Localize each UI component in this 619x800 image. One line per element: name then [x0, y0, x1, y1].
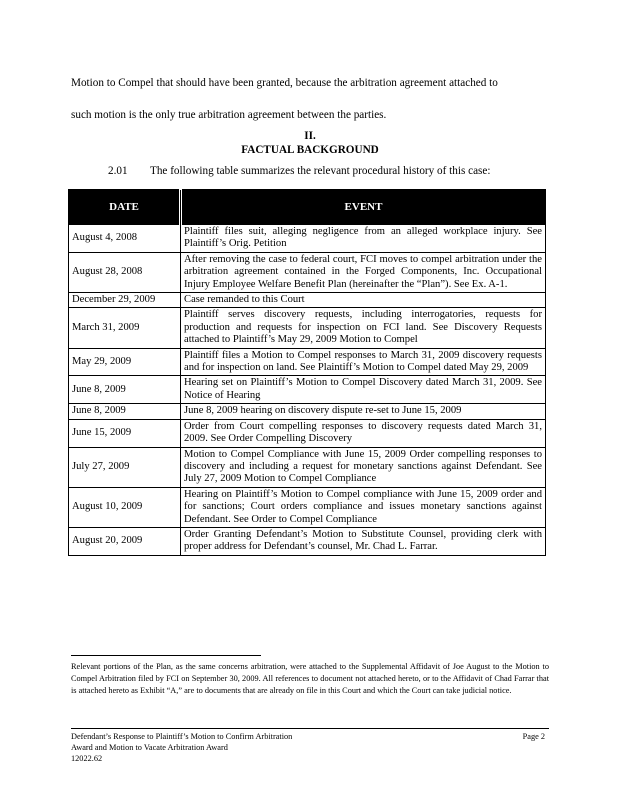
footnote-text: Relevant portions of the Plan, as the same concerns arbitration, were attached to the Supplemental Affidavit of Joe August to the Motion to Compel Arbitration filed by FCI on September 30, 2009. All references to document not attached hereto, or to the Affidavit of Chad Farrar that is attached hereto as Exhibit “A,” are to documents that are already on file in this Court and which the Court can take judicial notice. [71, 662, 549, 695]
event-cell: Hearing set on Plaintiff’s Motion to Compel Discovery dated March 31, 2009. See Notice of Hearing [181, 376, 546, 404]
date-cell: June 15, 2009 [69, 419, 181, 447]
event-column-header: EVENT [181, 190, 546, 225]
date-cell: August 28, 2008 [69, 252, 181, 292]
intro-line-1: Motion to Compel that should have been granted, because the arbitration agreement attached to [71, 77, 498, 89]
date-cell: July 27, 2009 [69, 447, 181, 487]
table-row [69, 404, 546, 419]
intro-line-2: such motion is the only true arbitration agreement between the parties. [71, 109, 387, 121]
table-row [69, 308, 546, 348]
date-cell: May 29, 2009 [69, 348, 181, 376]
table-row [69, 376, 546, 404]
table-row [69, 487, 546, 527]
table-row [69, 293, 546, 308]
footer-title-line-2: Award and Motion to Vacate Arbitration Award [71, 743, 228, 752]
table-row [69, 447, 546, 487]
event-cell: Plaintiff serves discovery requests, including interrogatories, requests for production and requests for inspection on FCI land. See Discovery Requests attached to Plaintiff’s May 29, 2009 Motion to Compel [181, 308, 546, 348]
table-row [69, 225, 546, 253]
event-cell: Order from Court compelling responses to discovery requests dated March 31, 2009. See Order Compelling Discovery [181, 419, 546, 447]
paragraph-2-01 [71, 164, 549, 178]
paragraph-text: The following table summarizes the relevant procedural history of this case: [150, 165, 491, 177]
procedural-history-table [68, 189, 546, 556]
table-header-row [69, 190, 546, 225]
section-number: II. [304, 130, 316, 142]
date-cell: August 4, 2008 [69, 225, 181, 253]
date-cell: March 31, 2009 [69, 308, 181, 348]
event-cell: Order Granting Defendant’s Motion to Substitute Counsel, providing clerk with proper address for Defendant’s counsel, Mr. Chad L. Farrar. [181, 527, 546, 555]
table-row [69, 419, 546, 447]
footer-file-number: 12022.62 [71, 754, 103, 763]
event-cell: Case remanded to this Court [181, 293, 546, 308]
table-row [69, 252, 546, 292]
intro-paragraph [71, 67, 549, 131]
table-row [69, 348, 546, 376]
page-footer [71, 731, 549, 764]
date-cell: December 29, 2009 [69, 293, 181, 308]
event-cell: Plaintiff files suit, alleging negligence from an alleged workplace injury. See Plaintiff’s Orig. Petition [181, 225, 546, 253]
date-cell: June 8, 2009 [69, 376, 181, 404]
event-cell: Motion to Compel Compliance with June 15, 2009 Order compelling responses to discovery and including a request for monetary sanctions against Defendant. See July 27, 2009 Motion to Compel Compliance [181, 447, 546, 487]
section-title: FACTUAL BACKGROUND [241, 144, 379, 156]
footer-title-line-1: Defendant’s Response to Plaintiff’s Motion to Confirm Arbitration [71, 732, 293, 741]
date-column-header: DATE [69, 190, 181, 225]
event-cell: After removing the case to federal court, FCI moves to compel arbitration under the arbitration agreement contained in the Forged Components, Inc. Occupational Injury Employee Welfare Benefit Plan (hereinafter the “Plan”). See Ex. A-1. [181, 252, 546, 292]
footer-divider [71, 728, 549, 729]
paragraph-number: 2.01 [108, 165, 128, 177]
date-cell: August 20, 2009 [69, 527, 181, 555]
event-cell: Hearing on Plaintiff’s Motion to Compel compliance with June 15, 2009 order and for sanctions; Court orders compliance and issues monetary sanctions against Defendant. See Order to Compel Compliance [181, 487, 546, 527]
footnote [71, 661, 549, 697]
footnote-divider [71, 655, 261, 656]
date-cell: June 8, 2009 [69, 404, 181, 419]
table-row [69, 527, 546, 555]
event-cell: Plaintiff files a Motion to Compel responses to March 31, 2009 discovery requests and for inspection on land. See Plaintiff’s Motion to Compel dated May 29, 2009 [181, 348, 546, 376]
page-number: Page 2 [522, 732, 545, 741]
event-cell: June 8, 2009 hearing on discovery dispute re-set to June 15, 2009 [181, 404, 546, 419]
date-cell: August 10, 2009 [69, 487, 181, 527]
